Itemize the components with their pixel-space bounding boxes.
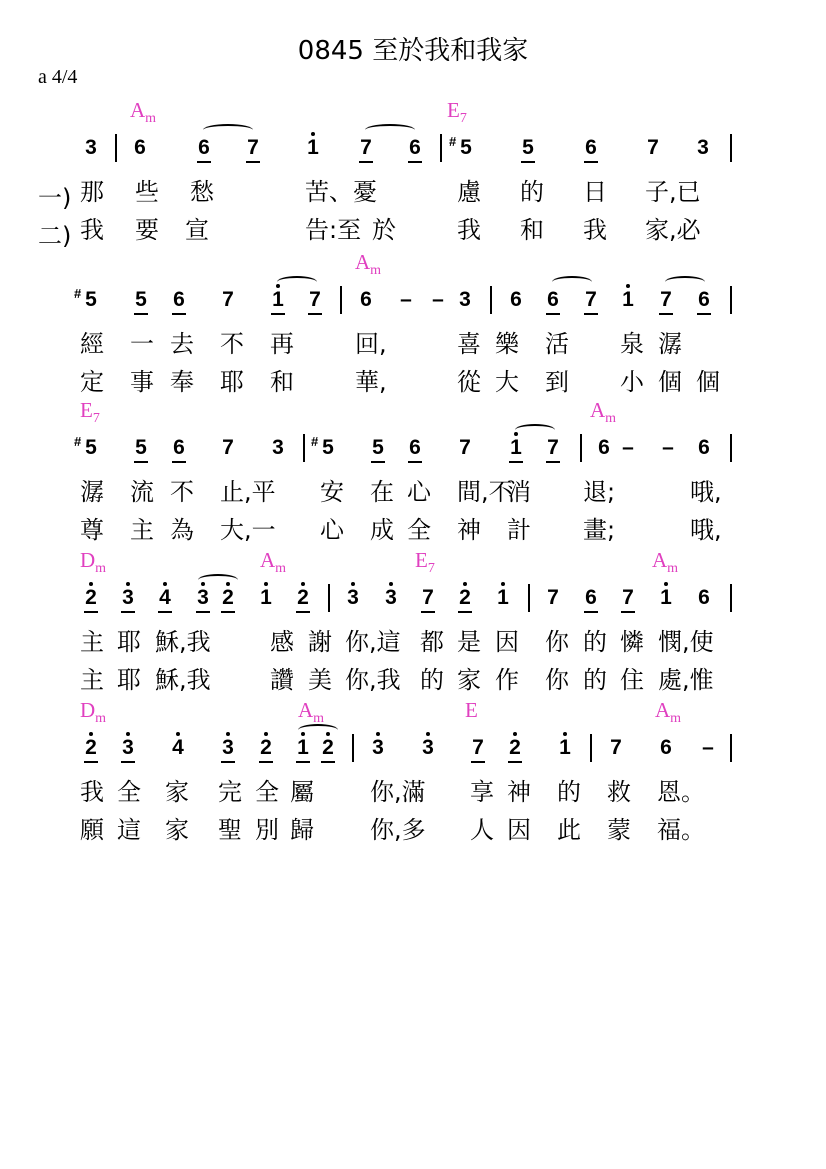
note: 7 — [245, 136, 261, 160]
lyric-syllable: 間,不 — [457, 478, 513, 506]
lyric-syllable: 主 — [130, 516, 154, 544]
lyric-syllable: 救 — [607, 778, 631, 806]
lyric-syllable: 成 — [370, 516, 394, 544]
lyric-syllable: 耶 — [220, 368, 244, 396]
octave-dot — [463, 582, 467, 586]
note: 1 — [305, 136, 321, 160]
lyric-syllable: 憐 — [620, 628, 644, 656]
bar-line — [440, 134, 442, 162]
verse-number: 二) — [38, 222, 72, 250]
slur — [365, 124, 415, 136]
verse-number: 一) — [38, 184, 72, 212]
octave-dot — [389, 582, 393, 586]
lyric-syllable: 心 — [320, 516, 344, 544]
lyric-syllable: 神 — [507, 778, 531, 806]
slur — [552, 276, 592, 288]
note: 2 — [258, 736, 274, 760]
lyric-syllable: 感 — [270, 628, 294, 656]
slur — [298, 724, 338, 736]
lyric-syllable: 到 — [545, 368, 569, 396]
octave-dot — [664, 582, 668, 586]
lyric-syllable: 都 — [420, 628, 444, 656]
lyric-syllable: 耶 — [117, 666, 141, 694]
note: 7 — [547, 586, 559, 609]
note: – — [702, 736, 714, 759]
sharp-sign: # — [449, 134, 457, 149]
note: 5 — [133, 436, 149, 460]
note: 7 — [420, 586, 436, 610]
note: 1 — [557, 736, 573, 760]
lyric-syllable: 我 — [457, 216, 481, 244]
octave-dot — [163, 582, 167, 586]
lyric-syllable: 神 — [457, 516, 481, 544]
lyric-syllable: 為 — [170, 516, 194, 544]
note: 7 — [358, 136, 374, 160]
bar-line — [730, 434, 732, 462]
lyric-syllable: 福。 — [657, 816, 705, 844]
lyric-syllable: 樂 — [495, 330, 519, 358]
lyric-syllable: 的 — [583, 666, 607, 694]
lyric-syllable: 消 — [507, 478, 531, 506]
chord-symbol: $D_m$ — [80, 548, 107, 577]
octave-dot — [89, 732, 93, 736]
lyric-syllable: 家,必 — [645, 216, 701, 244]
lyric-syllable: 讚 — [270, 666, 294, 694]
note: 6 — [196, 136, 212, 160]
note: 5 # — [458, 136, 474, 160]
slur — [198, 574, 238, 586]
note: 6 — [134, 136, 146, 159]
note: 6 — [171, 288, 187, 312]
note: 6 — [583, 136, 599, 160]
chord-symbol: $D_m$ — [80, 698, 107, 727]
note: 6 — [598, 436, 610, 459]
lyric-syllable: 和 — [270, 368, 294, 396]
chord-symbol: $E_7$ — [447, 98, 467, 127]
note: 7 — [658, 288, 674, 312]
lyric-syllable: 家 — [165, 778, 189, 806]
note: 3 — [272, 436, 284, 459]
lyric-syllable: 流 — [130, 478, 154, 506]
note: 2 — [220, 586, 236, 610]
lyric-syllable: 穌,我 — [155, 666, 211, 694]
octave-dot — [264, 732, 268, 736]
note: 4 — [170, 736, 186, 760]
sharp-sign: # — [311, 434, 319, 449]
note: 6 — [407, 436, 423, 460]
lyric-syllable: 我 — [80, 778, 104, 806]
lyric-syllable: 穌,我 — [155, 628, 211, 656]
note: 7 — [620, 586, 636, 610]
note: 6 — [407, 136, 423, 160]
lyric-syllable: 子,已 — [645, 178, 701, 206]
lyric-syllable: 活 — [545, 330, 569, 358]
lyric-syllable: 憫,使 — [658, 628, 714, 656]
note: 2 — [320, 736, 336, 760]
lyric-syllable: 畫; — [583, 516, 616, 544]
bar-line — [730, 134, 732, 162]
note: 3 — [383, 586, 399, 610]
chord-symbol: $A_m$ — [652, 548, 679, 577]
bar-line — [303, 434, 305, 462]
note: 1 — [258, 586, 274, 610]
slur — [277, 276, 317, 288]
lyric-syllable: 全 — [255, 778, 279, 806]
lyric-syllable: 人 — [470, 816, 494, 844]
note: 2 — [507, 736, 523, 760]
bar-line — [730, 286, 732, 314]
lyric-syllable: 屬 — [290, 778, 314, 806]
lyric-syllable: 些 — [135, 178, 159, 206]
lyric-syllable: 恩。 — [657, 778, 705, 806]
lyric-syllable: 的 — [520, 178, 544, 206]
lyric-syllable: 的 — [583, 628, 607, 656]
lyric-syllable: 計 — [507, 516, 531, 544]
note: 3 — [697, 136, 709, 159]
lyric-syllable: 家 — [457, 666, 481, 694]
octave-dot — [626, 284, 630, 288]
lyric-syllable: 泉 — [620, 330, 644, 358]
lyric-syllable: 處,惟 — [658, 666, 714, 694]
lyric-syllable: 謝 — [308, 628, 332, 656]
chord-symbol: E — [465, 698, 478, 722]
note: – — [622, 436, 634, 459]
lyric-syllable: 歸 — [290, 816, 314, 844]
lyric-syllable: 事 — [130, 368, 154, 396]
lyric-syllable: 別 — [255, 816, 279, 844]
octave-dot — [126, 732, 130, 736]
lyric-syllable: 苦、憂 — [305, 178, 377, 206]
lyric-syllable: 全 — [407, 516, 431, 544]
lyric-syllable: 安 — [320, 478, 344, 506]
lyric-syllable: 於 — [372, 216, 396, 244]
note: 6 — [660, 736, 672, 759]
lyric-syllable: 尊 — [80, 516, 104, 544]
lyric-syllable: 奉 — [170, 368, 194, 396]
note: 6 — [696, 288, 712, 312]
octave-dot — [513, 732, 517, 736]
note: 3 — [420, 736, 436, 760]
lyric-syllable: 退; — [583, 478, 616, 506]
octave-dot — [126, 582, 130, 586]
lyric-syllable: 聖 — [218, 816, 242, 844]
chord-symbol: $A_m$ — [590, 398, 617, 427]
note: – — [432, 288, 444, 311]
note: 3 — [459, 288, 471, 311]
lyric-syllable: 去 — [170, 330, 194, 358]
lyric-syllable: 一 — [130, 330, 154, 358]
note: 2 — [83, 736, 99, 760]
lyric-syllable: 個 — [696, 368, 720, 396]
octave-dot — [226, 732, 230, 736]
note: 3 — [120, 736, 136, 760]
lyric-syllable: 止,平 — [220, 478, 276, 506]
note: 5 — [370, 436, 386, 460]
octave-dot — [264, 582, 268, 586]
note: 6 — [698, 586, 710, 609]
note: 6 — [360, 288, 372, 311]
chord-symbol: $A_m$ — [298, 698, 325, 727]
lyric-syllable: 喜 — [457, 330, 481, 358]
bar-line — [115, 134, 117, 162]
lyric-syllable: 告:至 — [305, 216, 362, 244]
note: 7 — [459, 436, 471, 459]
note: 7 — [222, 436, 234, 459]
note: 1 — [620, 288, 636, 312]
chord-symbol: $A_m$ — [130, 98, 157, 127]
bar-line — [528, 584, 530, 612]
lyric-syllable: 華, — [355, 368, 387, 396]
note: 7 — [222, 288, 234, 311]
octave-dot — [376, 732, 380, 736]
bar-line — [580, 434, 582, 462]
sharp-sign: # — [74, 434, 82, 449]
note: 7 — [610, 736, 622, 759]
note: 4 — [157, 586, 173, 610]
note: 1 — [658, 586, 674, 610]
note: 7 — [647, 136, 659, 159]
lyric-syllable: 住 — [620, 666, 644, 694]
note: 2 — [295, 586, 311, 610]
lyric-syllable: 享 — [470, 778, 494, 806]
bar-line — [340, 286, 342, 314]
note: – — [662, 436, 674, 459]
lyric-syllable: 不 — [220, 330, 244, 358]
note: 2 — [83, 586, 99, 610]
note: 1 — [508, 436, 524, 460]
lyric-syllable: 經 — [80, 330, 104, 358]
lyric-syllable: 日 — [583, 178, 607, 206]
bar-line — [328, 584, 330, 612]
lyric-syllable: 我 — [80, 216, 104, 244]
lyric-syllable: 哦, — [690, 478, 722, 506]
slur — [515, 424, 555, 436]
slur — [665, 276, 705, 288]
key-signature: a 4/4 — [38, 66, 78, 88]
note: 7 — [583, 288, 599, 312]
octave-dot — [89, 582, 93, 586]
lyric-syllable: 小 — [620, 368, 644, 396]
note: – — [400, 288, 412, 311]
lyric-syllable: 家 — [165, 816, 189, 844]
note: 7 — [545, 436, 561, 460]
note: 6 — [698, 436, 710, 459]
lyric-syllable: 定 — [80, 368, 104, 396]
lyric-syllable: 從 — [457, 368, 481, 396]
lyric-syllable: 回, — [355, 330, 387, 358]
octave-dot — [351, 582, 355, 586]
lyric-syllable: 大,一 — [220, 516, 276, 544]
lyric-syllable: 你,這 — [345, 628, 401, 656]
note: 3 — [345, 586, 361, 610]
lyric-syllable: 在 — [370, 478, 394, 506]
lyric-syllable: 那 — [80, 178, 104, 206]
octave-dot — [176, 732, 180, 736]
lyric-syllable: 是 — [457, 628, 481, 656]
note: 7 — [470, 736, 486, 760]
lyric-syllable: 耶 — [117, 628, 141, 656]
lyric-syllable: 主 — [80, 628, 104, 656]
lyric-syllable: 潺 — [658, 330, 682, 358]
chord-symbol: $E_7$ — [80, 398, 100, 427]
octave-dot — [301, 582, 305, 586]
lyric-syllable: 個 — [658, 368, 682, 396]
note: 3 — [220, 736, 236, 760]
note: 1 — [270, 288, 286, 312]
bar-line — [590, 734, 592, 762]
lyric-syllable: 你,滿 — [370, 778, 426, 806]
note: 6 — [510, 288, 522, 311]
lyric-syllable: 願 — [80, 816, 104, 844]
bar-line — [730, 734, 732, 762]
lyric-syllable: 因 — [507, 816, 531, 844]
lyric-syllable: 的 — [420, 666, 444, 694]
lyric-syllable: 哦, — [690, 516, 722, 544]
note: 1 — [295, 736, 311, 760]
octave-dot — [501, 582, 505, 586]
lyric-syllable: 全 — [117, 778, 141, 806]
lyric-syllable: 愁 — [190, 178, 214, 206]
note: 1 — [495, 586, 511, 610]
note: 3 — [120, 586, 136, 610]
octave-dot — [426, 732, 430, 736]
lyric-syllable: 要 — [135, 216, 159, 244]
note: 2 — [457, 586, 473, 610]
lyric-syllable: 完 — [218, 778, 242, 806]
bar-line — [490, 286, 492, 314]
note: 5 — [133, 288, 149, 312]
note: 5 # — [83, 436, 99, 460]
lyric-syllable: 主 — [80, 666, 104, 694]
lyric-syllable: 心 — [407, 478, 431, 506]
octave-dot — [311, 132, 315, 136]
lyric-syllable: 蒙 — [607, 816, 631, 844]
note: 6 — [545, 288, 561, 312]
lyric-syllable: 和 — [520, 216, 544, 244]
note: 5 — [520, 136, 536, 160]
lyric-syllable: 因 — [495, 628, 519, 656]
octave-dot — [563, 732, 567, 736]
lyric-syllable: 美 — [308, 666, 332, 694]
sharp-sign: # — [74, 286, 82, 301]
note: 3 — [195, 586, 211, 610]
lyric-syllable: 你,多 — [370, 816, 426, 844]
lyric-syllable: 此 — [557, 816, 581, 844]
lyric-syllable: 的 — [557, 778, 581, 806]
lyric-syllable: 不 — [170, 478, 194, 506]
note: 5 # — [320, 436, 336, 460]
note: 6 — [583, 586, 599, 610]
chord-symbol: $A_m$ — [655, 698, 682, 727]
lyric-syllable: 宣 — [185, 216, 209, 244]
note: 3 — [370, 736, 386, 760]
slur — [203, 124, 253, 136]
chord-symbol: $A_m$ — [355, 250, 382, 279]
bar-line — [352, 734, 354, 762]
note: 5 # — [83, 288, 99, 312]
lyric-syllable: 你 — [545, 628, 569, 656]
chord-symbol: $A_m$ — [260, 548, 287, 577]
note: 3 — [85, 136, 97, 159]
lyric-syllable: 我 — [583, 216, 607, 244]
lyric-syllable: 作 — [495, 666, 519, 694]
lyric-syllable: 潺 — [80, 478, 104, 506]
lyric-syllable: 你 — [545, 666, 569, 694]
lyric-syllable: 大 — [495, 368, 519, 396]
lyric-syllable: 慮 — [457, 178, 481, 206]
lyric-syllable: 再 — [270, 330, 294, 358]
lyric-syllable: 這 — [117, 816, 141, 844]
note: 6 — [171, 436, 187, 460]
bar-line — [730, 584, 732, 612]
song-title: 0845 至於我和我家 — [297, 36, 529, 66]
lyric-syllable: 你,我 — [345, 666, 401, 694]
chord-symbol: $E_7$ — [415, 548, 435, 577]
note: 7 — [307, 288, 323, 312]
